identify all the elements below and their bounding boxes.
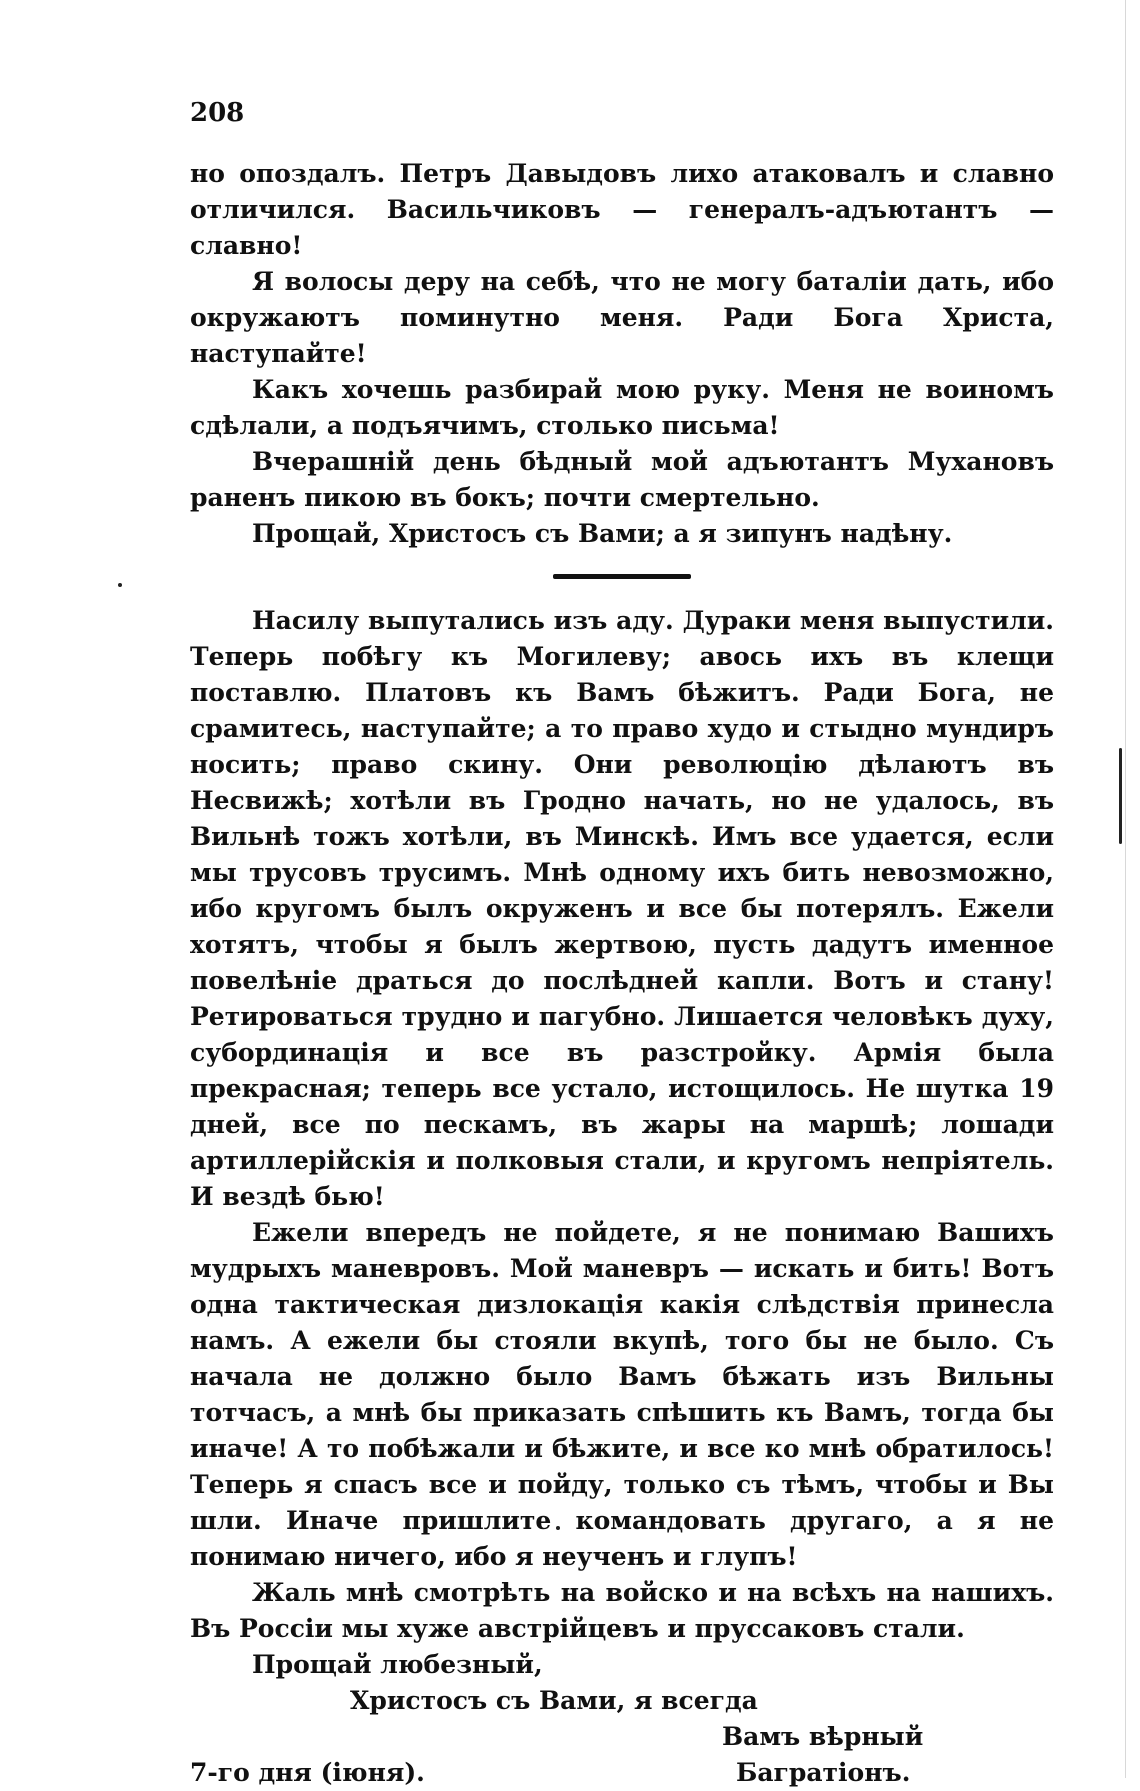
- paragraph: Вчерашній день бѣдный мой адъютантъ Мухановъ раненъ пикою въ бокъ; почти смертельно.: [190, 447, 1054, 512]
- paragraph: Насилу выпутались изъ аду. Дураки меня выпустили. Теперь побѣгу къ Могилеву; авось ихъ въ клещи поставлю. Платовъ къ Вамъ бѣжитъ. Ради Бога, не срамитесь, наступайте; а то право худо и стыдно мундиръ носить; право скину. Они революцію дѣлаютъ въ Несвижѣ; хотѣли въ Гродно начать, но не удалось, въ Вильнѣ тожъ хотѣли, въ Минскѣ. Имъ все удается, если мы трусовъ трусимъ. Мнѣ одному ихъ бить невозможно, ибо кругомъ былъ окруженъ и все бы потерялъ. Ежели хотятъ, чтобы я былъ жертвою, пусть дадутъ именное повелѣніе драться до послѣдней капли. Вотъ и стану! Ретироваться трудно и пагубно. Лишается человѣкъ духу, субординація и все въ разстройку. Армія была прекрасная; теперь все устало, истощилось. Не шутка 19 дней, все по пескамъ, въ жары на маршѣ; лошади артиллерійскія и полковыя стали, и кругомъ непріятель. И вездѣ бью!: [190, 606, 1054, 1211]
- paragraph: но опоздалъ. Петръ Давыдовъ лихо атаковалъ и славно отличился. Васильчиковъ — генералъ-адъютантъ — славно!: [190, 159, 1054, 260]
- closing-faithful: Вамъ вѣрный: [722, 1722, 924, 1751]
- page-number: 208: [190, 98, 245, 128]
- letter-date: 7-го дня (іюня).: [190, 1758, 425, 1787]
- closing-farewell-line: [190, 1647, 1054, 1683]
- closing-line-4: [190, 1755, 1054, 1791]
- closing-line-2: [190, 1683, 1054, 1719]
- page-edge-mark: [1119, 748, 1122, 844]
- letter-body: [190, 156, 1054, 1791]
- section-divider: [553, 574, 691, 579]
- stray-dot: [118, 583, 122, 587]
- paragraph: Жаль мнѣ смотрѣть на войско и на всѣхъ на нашихъ. Въ Россіи мы хуже австрійцевъ и пруссаковъ стали.: [190, 1578, 1054, 1643]
- page-edge-line: [1125, 0, 1126, 1778]
- paragraph: Ежели впередъ не пойдете, я не понимаю Вашихъ мудрыхъ маневровъ. Мой маневръ — искать и бить! Вотъ одна тактическая дизлокація какія слѣдствія принесла намъ. А ежели бы стояли вкупѣ, того бы не было. Съ начала не должно было Вамъ бѣжать изъ Вильны тотчасъ, а мнѣ бы приказать спѣшить къ Вамъ, тогда бы иначе! А то побѣжали и бѣжите, и все ко мнѣ обратилось! Теперь я спасъ все и пойду, только съ тѣмъ, чтобы и Вы шли. Иначе пришлите командовать другаго, а я не понимаю ничего, ибо я неученъ и глупъ!: [190, 1218, 1054, 1571]
- signature: Багратіонъ.: [736, 1758, 911, 1787]
- closing-farewell: Прощай любезный,: [252, 1650, 543, 1679]
- closing-blessing: Христосъ съ Вами, я всегда: [350, 1686, 758, 1715]
- paragraph: Прощай, Христосъ съ Вами; а я зипунъ надѣну.: [252, 519, 953, 548]
- closing-line-3: [190, 1719, 1054, 1755]
- paragraph: Какъ хочешь разбирай мою руку. Меня не воиномъ сдѣлали, а подъячимъ, столько письма!: [190, 375, 1054, 440]
- paragraph: Я волосы деру на себѣ, что не могу баталіи дать, ибо окружаютъ поминутно меня. Ради Бога Христа, наступайте!: [190, 267, 1054, 368]
